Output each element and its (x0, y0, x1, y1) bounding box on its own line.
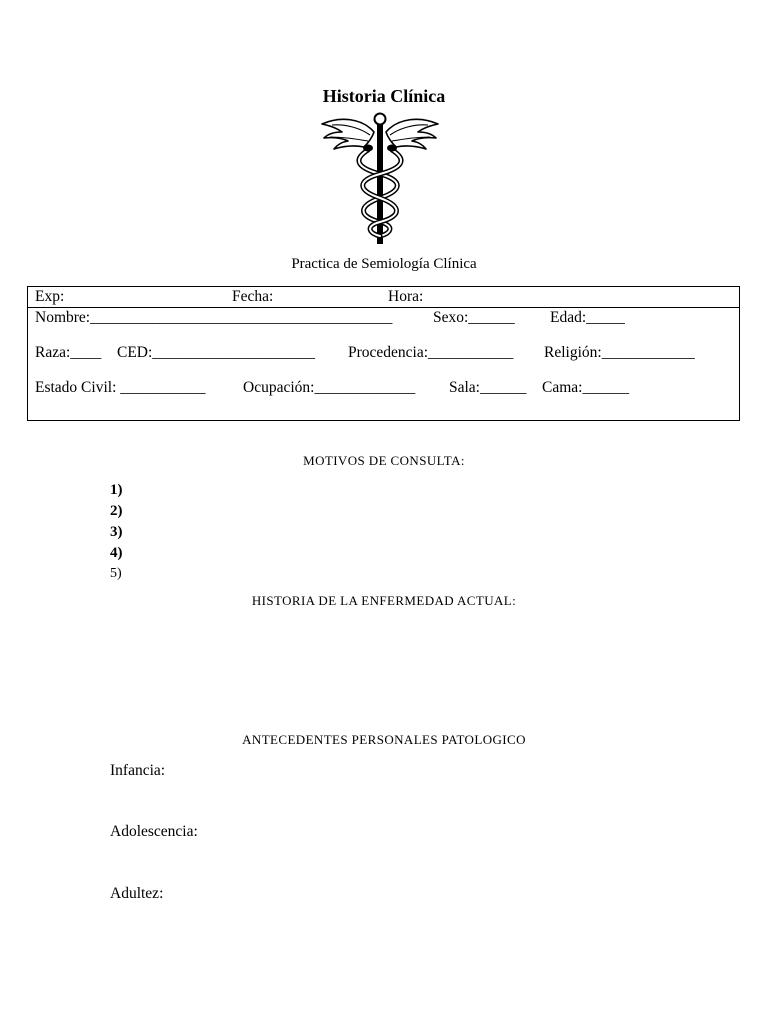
historia-heading: HISTORIA DE LA ENFERMEDAD ACTUAL: (251, 593, 517, 608)
cama-field[interactable]: Cama:______ (542, 379, 629, 396)
motivo-item: 5) (110, 566, 122, 581)
nombre-field[interactable]: Nombre:_______________________________________ (35, 309, 393, 326)
sexo-field[interactable]: Sexo:______ (433, 309, 515, 326)
ced-field[interactable]: CED:_____________________ (117, 344, 316, 361)
form-divider (28, 307, 739, 308)
adultez-label: Adultez: (110, 885, 164, 902)
sala-field[interactable]: Sala:______ (449, 379, 527, 396)
hora-field[interactable]: Hora: (388, 288, 424, 305)
infancia-label: Infancia: (110, 762, 166, 779)
raza-field[interactable]: Raza:____ (35, 344, 102, 361)
religion-field[interactable]: Religión:____________ (544, 344, 695, 361)
exp-field[interactable]: Exp: (35, 288, 65, 305)
antecedentes-heading: ANTECEDENTES PERSONALES PATOLOGICO (242, 732, 526, 747)
motivos-heading: MOTIVOS DE CONSULTA: (303, 453, 465, 468)
caduceus-icon (318, 110, 442, 246)
motivo-item: 1) (110, 482, 123, 498)
edad-field[interactable]: Edad:_____ (550, 309, 625, 326)
estado-civil-field[interactable]: Estado Civil: ___________ (35, 379, 206, 396)
motivo-item: 3) (110, 524, 123, 540)
motivo-item: 2) (110, 503, 123, 519)
procedencia-field[interactable]: Procedencia:___________ (348, 344, 514, 361)
fecha-field[interactable]: Fecha: (232, 288, 274, 305)
ocupacion-field[interactable]: Ocupación:_____________ (243, 379, 416, 396)
motivo-item: 4) (110, 545, 123, 561)
patient-info-box (27, 286, 740, 421)
adolescencia-label: Adolescencia: (110, 823, 198, 840)
page-subtitle: Practica de Semiología Clínica (291, 256, 477, 272)
page-title: Historia Clínica (322, 86, 446, 106)
